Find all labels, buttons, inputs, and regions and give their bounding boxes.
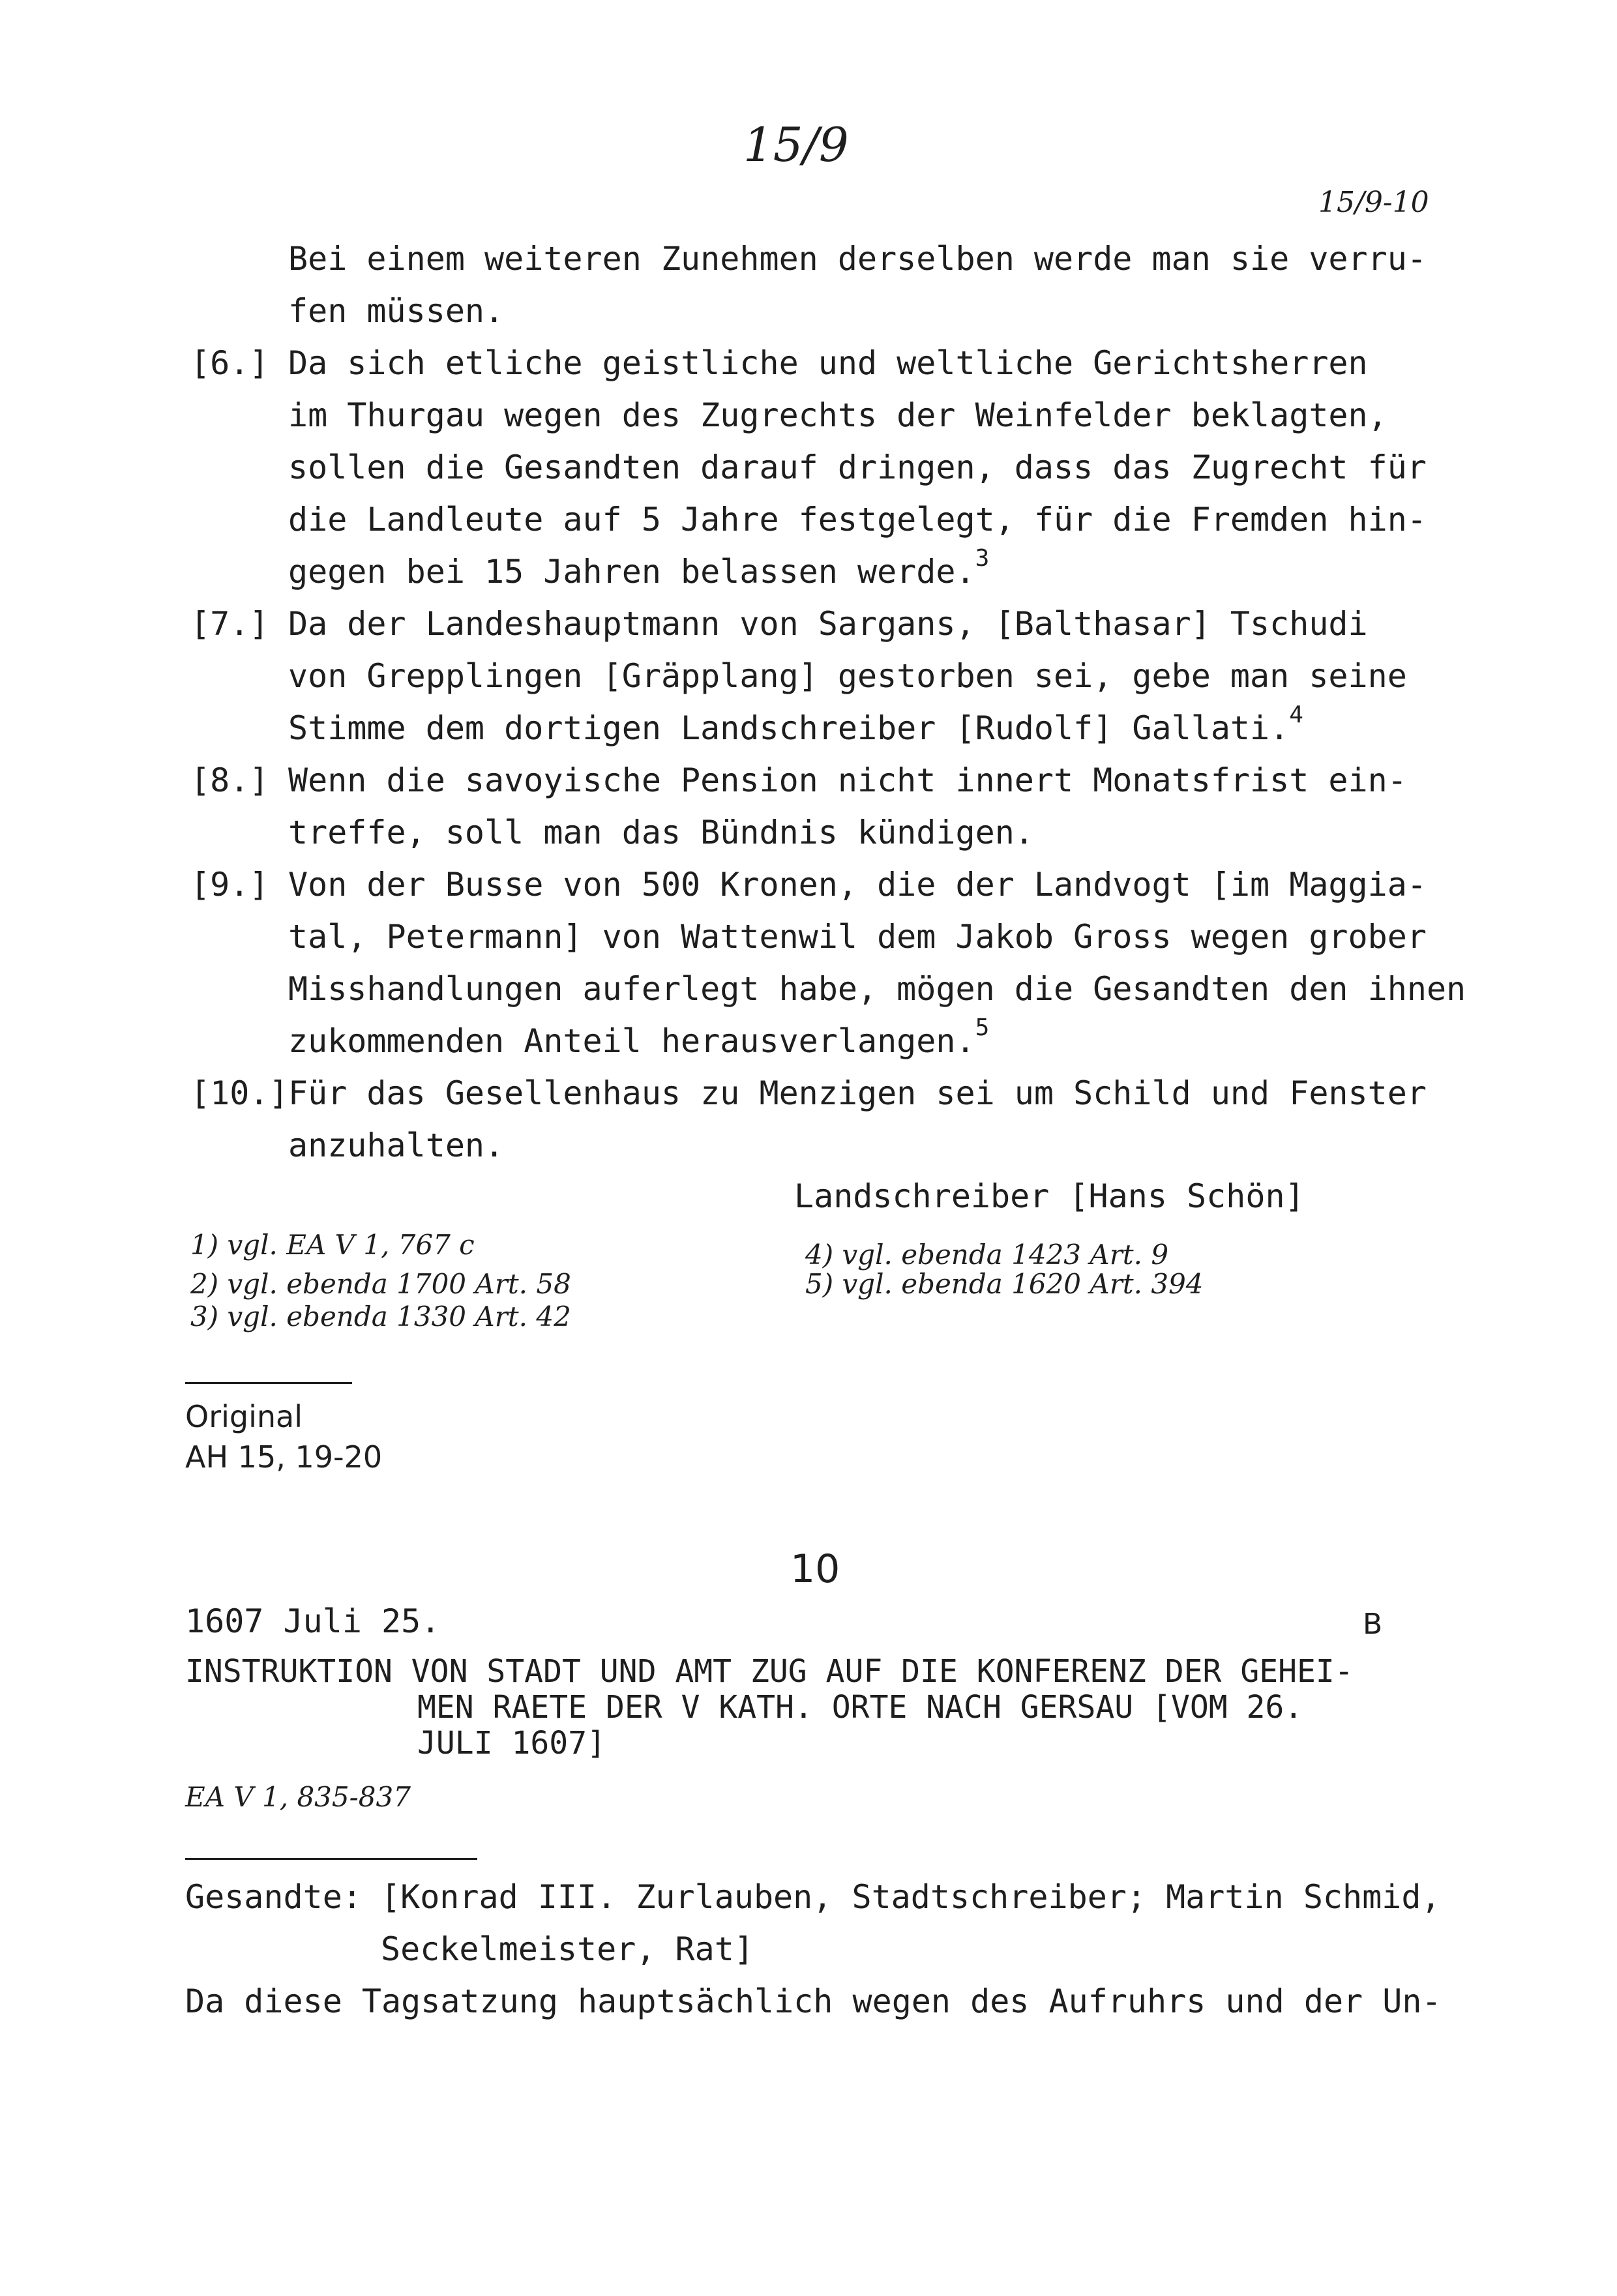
item-9-number: [9.] xyxy=(190,866,269,904)
item-10-number: [10.] xyxy=(190,1074,289,1112)
footnote-5: 5) vgl. ebenda 1620 Art. 394 xyxy=(805,1268,1204,1300)
item-9-line-1: Von der Busse von 500 Kronen, die der Landvogt [im Maggia- xyxy=(288,866,1427,904)
document-letter: B xyxy=(1363,1608,1383,1641)
envoys-line-2: Seckelmeister, Rat] xyxy=(381,1930,754,1968)
page-reference: 15/9-10 xyxy=(1318,186,1429,219)
continuation-line-1: Bei einem weiteren Zunehmen derselben werde man sie verru- xyxy=(288,240,1427,278)
item-10-line-1: Für das Gesellenhaus zu Menzigen sei um Schild und Fenster xyxy=(288,1074,1427,1112)
envoys-divider xyxy=(185,1858,477,1860)
title-line-1: INSTRUKTION VON STADT UND AMT ZUG AUF DIE KONFERENZ DER GEHEI- xyxy=(185,1653,1354,1690)
item-6-line-4: die Landleute auf 5 Jahre festgelegt, für die Fremden hin- xyxy=(288,501,1427,538)
signature: Landschreiber [Hans Schön] xyxy=(794,1177,1305,1215)
item-9-line-2: tal, Petermann] von Wattenwil dem Jakob Gross wegen grober xyxy=(288,918,1427,956)
item-7-line-3: Stimme dem dortigen Landschreiber [Rudolf] Gallati.$^4$ xyxy=(288,701,1303,747)
footnote-2: 2) vgl. ebenda 1700 Art. 58 xyxy=(190,1268,571,1300)
item-8-number: [8.] xyxy=(190,761,269,799)
title-line-2: MEN RAETE DER V KATH. ORTE NACH GERSAU [VOM 26. xyxy=(417,1689,1303,1726)
item-6-number: [6.] xyxy=(190,344,269,382)
footnote-ref-3: 3 xyxy=(975,545,990,572)
item-6-line-1: Da sich etliche geistliche und weltliche Gerichtsherren xyxy=(288,344,1368,382)
footnote-4: 4) vgl. ebenda 1423 Art. 9 xyxy=(805,1239,1169,1271)
item-6-line-2: im Thurgau wegen des Zugrechts der Weinfelder beklagten, xyxy=(288,396,1387,434)
footnote-1: 1) vgl. EA V 1, 767 c xyxy=(190,1229,475,1261)
document-date: 1607 Juli 25. xyxy=(185,1602,441,1640)
item-10-line-2: anzuhalten. xyxy=(288,1126,505,1164)
item-7-line-1: Da der Landeshauptmann von Sargans, [Balthasar] Tschudi xyxy=(288,605,1368,643)
item-9-line-3: Misshandlungen auferlegt habe, mögen die Gesandten den ihnen xyxy=(288,970,1466,1008)
footnote-3: 3) vgl. ebenda 1330 Art. 42 xyxy=(190,1301,571,1332)
document-reference: EA V 1, 835-837 xyxy=(185,1781,411,1813)
envoys-label: Gesandte: xyxy=(185,1878,362,1916)
source-type: Original xyxy=(185,1399,303,1434)
footnote-ref-5: 5 xyxy=(975,1014,990,1041)
envoys-line-1: [Konrad III. Zurlauben, Stadtschreiber; Martin Schmid, xyxy=(381,1878,1441,1916)
item-7-line-2: von Grepplingen [Gräpplang] gestorben sei, gebe man seine xyxy=(288,657,1407,695)
item-8-line-1: Wenn die savoyische Pension nicht innert Monatsfrist ein- xyxy=(288,761,1407,799)
continuation-line-2: fen müssen. xyxy=(288,292,505,330)
item-6-line-3: sollen die Gesandten darauf dringen, dass das Zugrecht für xyxy=(288,449,1427,486)
item-7-number: [7.] xyxy=(190,605,269,643)
source-divider xyxy=(185,1382,352,1384)
footnote-ref-4: 4 xyxy=(1289,701,1303,728)
body-last-line: Da diese Tagsatzung hauptsächlich wegen des Aufruhrs und der Un- xyxy=(185,1982,1442,2020)
document-number: 10 xyxy=(790,1546,840,1592)
item-9-line-4: zukommenden Anteil herausverlangen.$^5$ xyxy=(288,1014,990,1060)
item-6-line-5: gegen bei 15 Jahren belassen werde.$^3$ xyxy=(288,545,990,591)
handwritten-folio-number: 15/9 xyxy=(743,117,849,172)
title-line-3: JULI 1607] xyxy=(417,1725,606,1761)
item-8-line-2: treffe, soll man das Bündnis kündigen. xyxy=(288,814,1034,851)
source-archive: AH 15, 19-20 xyxy=(185,1439,383,1475)
